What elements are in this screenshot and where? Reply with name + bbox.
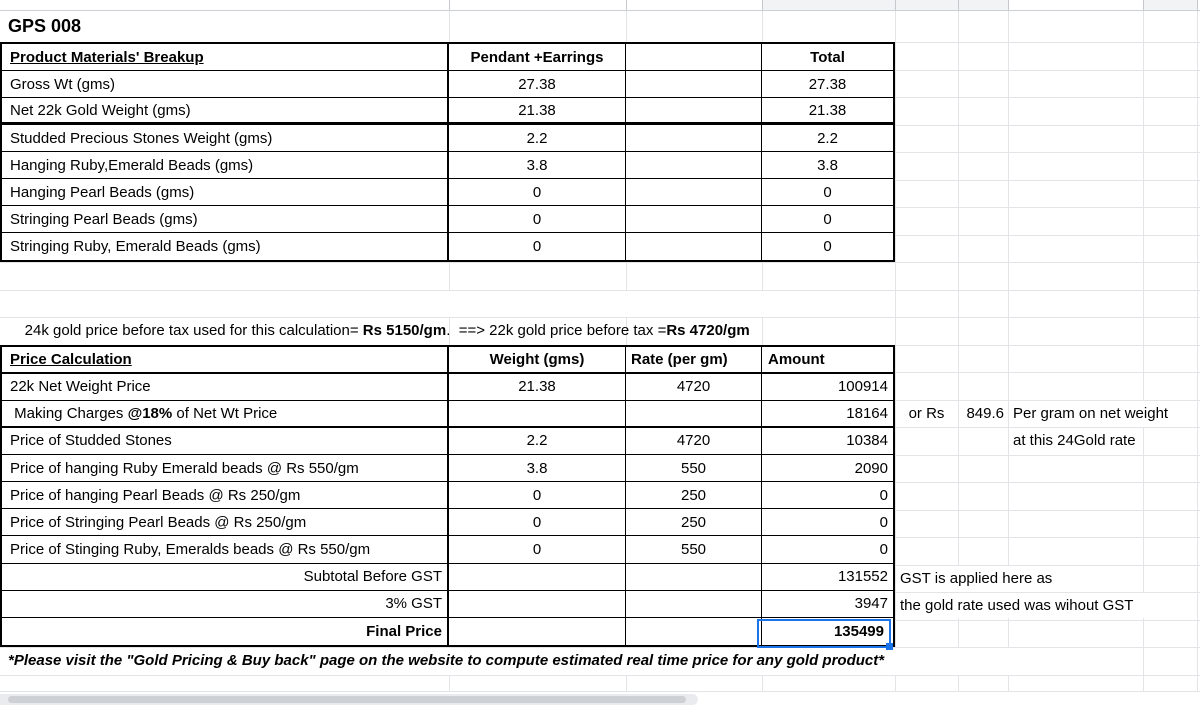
gold-rate-note-text: 24k gold price before tax used for this calculation= (24, 322, 363, 339)
label-text: Price of hanging Pearl Beads @ Rs 250/gm (10, 486, 301, 504)
cell-amount-value[interactable]: 0 (762, 482, 893, 509)
col-header-total[interactable]: Total (762, 44, 893, 71)
cell-amount-value[interactable]: 18164 (762, 401, 893, 428)
cell-pendant-value[interactable]: 27.38 (449, 71, 626, 98)
cell-material-label[interactable]: Stringing Pearl Beads (gms) (2, 206, 449, 233)
cell-weight-value[interactable]: 2.2 (449, 428, 626, 455)
empty-cell[interactable] (626, 44, 762, 71)
cell-material-label[interactable]: Stringing Ruby, Emerald Beads (gms) (2, 233, 449, 260)
cell-total-value[interactable]: 2.2 (762, 125, 893, 152)
empty-cell[interactable] (449, 591, 626, 618)
cell-pendant-value[interactable]: 0 (449, 179, 626, 206)
cell-amount-value[interactable]: 0 (762, 509, 893, 536)
gst-note-line1[interactable]: GST is applied here as (900, 569, 1053, 587)
per-gram-note-line1[interactable]: Per gram on net weight (1013, 404, 1169, 422)
label-text: Price of Stinging Ruby, Emeralds beads @ Rs 550/gm (10, 540, 371, 558)
column-tick (1143, 0, 1144, 10)
materials-table (0, 42, 895, 262)
or-rs-cell[interactable]: or Rs (908, 404, 945, 422)
empty-cell[interactable] (626, 233, 762, 260)
empty-cell[interactable] (626, 125, 762, 152)
cell-price-label[interactable] (2, 455, 449, 482)
empty-cell[interactable] (626, 179, 762, 206)
cell-gst-amount[interactable]: 3947 (762, 591, 893, 618)
cell-subtotal-amount[interactable]: 131552 (762, 564, 893, 591)
materials-table-title-cell[interactable]: Product Materials' Breakup (2, 44, 449, 71)
cell-material-label[interactable]: Hanging Pearl Beads (gms) (2, 179, 449, 206)
cell-rate-value[interactable]: 550 (626, 536, 762, 563)
cell-price-label[interactable] (2, 401, 449, 428)
cell-rate-value[interactable]: 4720 (626, 428, 762, 455)
column-tick (626, 0, 627, 10)
column-tick (1008, 0, 1009, 10)
label-text: Price of hanging Ruby Emerald beads @ Rs 550/gm (10, 459, 359, 477)
header-strip-gray-segment (762, 0, 1008, 10)
column-tick (958, 0, 959, 10)
selection-box (757, 619, 891, 648)
empty-cell[interactable] (626, 564, 762, 591)
empty-cell[interactable] (626, 591, 762, 618)
per-gram-value-cell[interactable]: 849.6 (966, 404, 1004, 422)
column-tick (762, 0, 763, 10)
cell-gst-label[interactable]: 3% GST (2, 591, 449, 618)
price-table-title-cell[interactable]: Price Calculation (2, 347, 449, 374)
empty-cell[interactable] (449, 564, 626, 591)
cell-total-value[interactable]: 3.8 (762, 152, 893, 179)
cell-rate-value[interactable]: 250 (626, 482, 762, 509)
cell-price-label[interactable] (2, 482, 449, 509)
cell-pendant-value[interactable]: 3.8 (449, 152, 626, 179)
cell-price-label[interactable] (2, 509, 449, 536)
footer-note-cell[interactable]: *Please visit the "Gold Pricing & Buy back" page on the website to compute estimated real time price for any gold product* (8, 652, 885, 669)
price-table (0, 345, 895, 648)
cell-weight-value[interactable]: 21.38 (449, 374, 626, 401)
empty-cell[interactable] (626, 71, 762, 98)
cell-pendant-value[interactable]: 0 (449, 233, 626, 260)
empty-cell[interactable] (449, 618, 626, 645)
column-tick (449, 0, 450, 10)
cell-material-label[interactable]: Hanging Ruby,Emerald Beads (gms) (2, 152, 449, 179)
cell-total-value[interactable]: 21.38 (762, 98, 893, 125)
cell-pendant-value[interactable]: 21.38 (449, 98, 626, 125)
column-tick (1197, 0, 1198, 10)
label-text: Making Charges (10, 404, 128, 422)
gst-note-line2[interactable]: the gold rate used was wihout GST (900, 597, 1134, 614)
label-text: of Net Wt Price (172, 404, 278, 422)
label-text: Price of Stringing Pearl Beads @ Rs 250/gm (10, 513, 307, 531)
column-tick (895, 0, 896, 10)
per-gram-note-line2[interactable]: at this 24Gold rate (1013, 432, 1136, 449)
cell-total-value[interactable]: 27.38 (762, 71, 893, 98)
col-header-amount[interactable]: Amount (762, 347, 893, 374)
col-header-pendant-earrings[interactable]: Pendant +Earrings (449, 44, 626, 71)
cell-final-price-label[interactable]: Final Price (2, 618, 449, 645)
cell-total-value[interactable]: 0 (762, 179, 893, 206)
cell-final-price-amount[interactable]: 135499 (833, 622, 884, 640)
empty-cell[interactable] (626, 206, 762, 233)
cell-material-label[interactable]: Gross Wt (gms) (2, 71, 449, 98)
cell-price-label[interactable] (2, 374, 449, 401)
gold-rate-24k-price: Rs 5150/gm (362, 322, 447, 339)
cell-rate-value[interactable]: 550 (626, 455, 762, 482)
cell-weight-value[interactable]: 0 (449, 482, 626, 509)
cell-price-label[interactable] (2, 428, 449, 455)
cell-amount-value[interactable]: 10384 (762, 428, 893, 455)
gold-rate-note-text: . ==> 22k gold price before tax = (446, 322, 667, 339)
cell-weight-value[interactable]: 3.8 (449, 455, 626, 482)
col-header-weight[interactable]: Weight (gms) (449, 347, 626, 374)
cell-rate-value[interactable]: 4720 (626, 374, 762, 401)
cell-price-label[interactable] (2, 536, 449, 563)
empty-cell[interactable] (626, 98, 762, 125)
empty-cell[interactable] (626, 618, 762, 645)
cell-subtotal-label[interactable]: Subtotal Before GST (2, 564, 449, 591)
cell-rate-value[interactable] (626, 401, 762, 428)
cell-rate-value[interactable]: 250 (626, 509, 762, 536)
gold-rate-note-cell[interactable] (8, 290, 750, 339)
cell-weight-value[interactable]: 0 (449, 536, 626, 563)
cell-total-value[interactable]: 0 (823, 238, 832, 255)
cell-weight-value[interactable]: 0 (449, 509, 626, 536)
fill-handle[interactable] (886, 643, 893, 650)
label-bold-text: @18% (127, 404, 173, 422)
cell-amount-value[interactable]: 0 (762, 536, 893, 563)
cell-amount-value[interactable]: 2090 (762, 455, 893, 482)
hscrollbar-thumb[interactable] (8, 696, 686, 703)
cell-material-label[interactable]: Net 22k Gold Weight (gms) (2, 98, 449, 125)
header-strip-gray-segment (1143, 0, 1197, 10)
cell-total-value[interactable]: 0 (762, 206, 893, 233)
cell-weight-value[interactable] (449, 401, 626, 428)
empty-cell[interactable] (626, 152, 762, 179)
cell-amount-value[interactable]: 100914 (762, 374, 893, 401)
col-header-rate[interactable]: Rate (per gm) (626, 347, 762, 374)
gold-rate-22k-price: Rs 4720/gm (666, 322, 750, 339)
cell-pendant-value[interactable]: 0 (449, 206, 626, 233)
label-text: 22k Net Weight Price (10, 378, 151, 396)
column-header-strip (0, 0, 1200, 11)
cell-pendant-value[interactable]: 2.2 (449, 125, 626, 152)
gps-title-cell[interactable]: GPS 008 (8, 16, 82, 36)
label-text: Price of Studded Stones (10, 432, 172, 450)
cell-material-label[interactable]: Studded Precious Stones Weight (gms) (2, 125, 449, 152)
